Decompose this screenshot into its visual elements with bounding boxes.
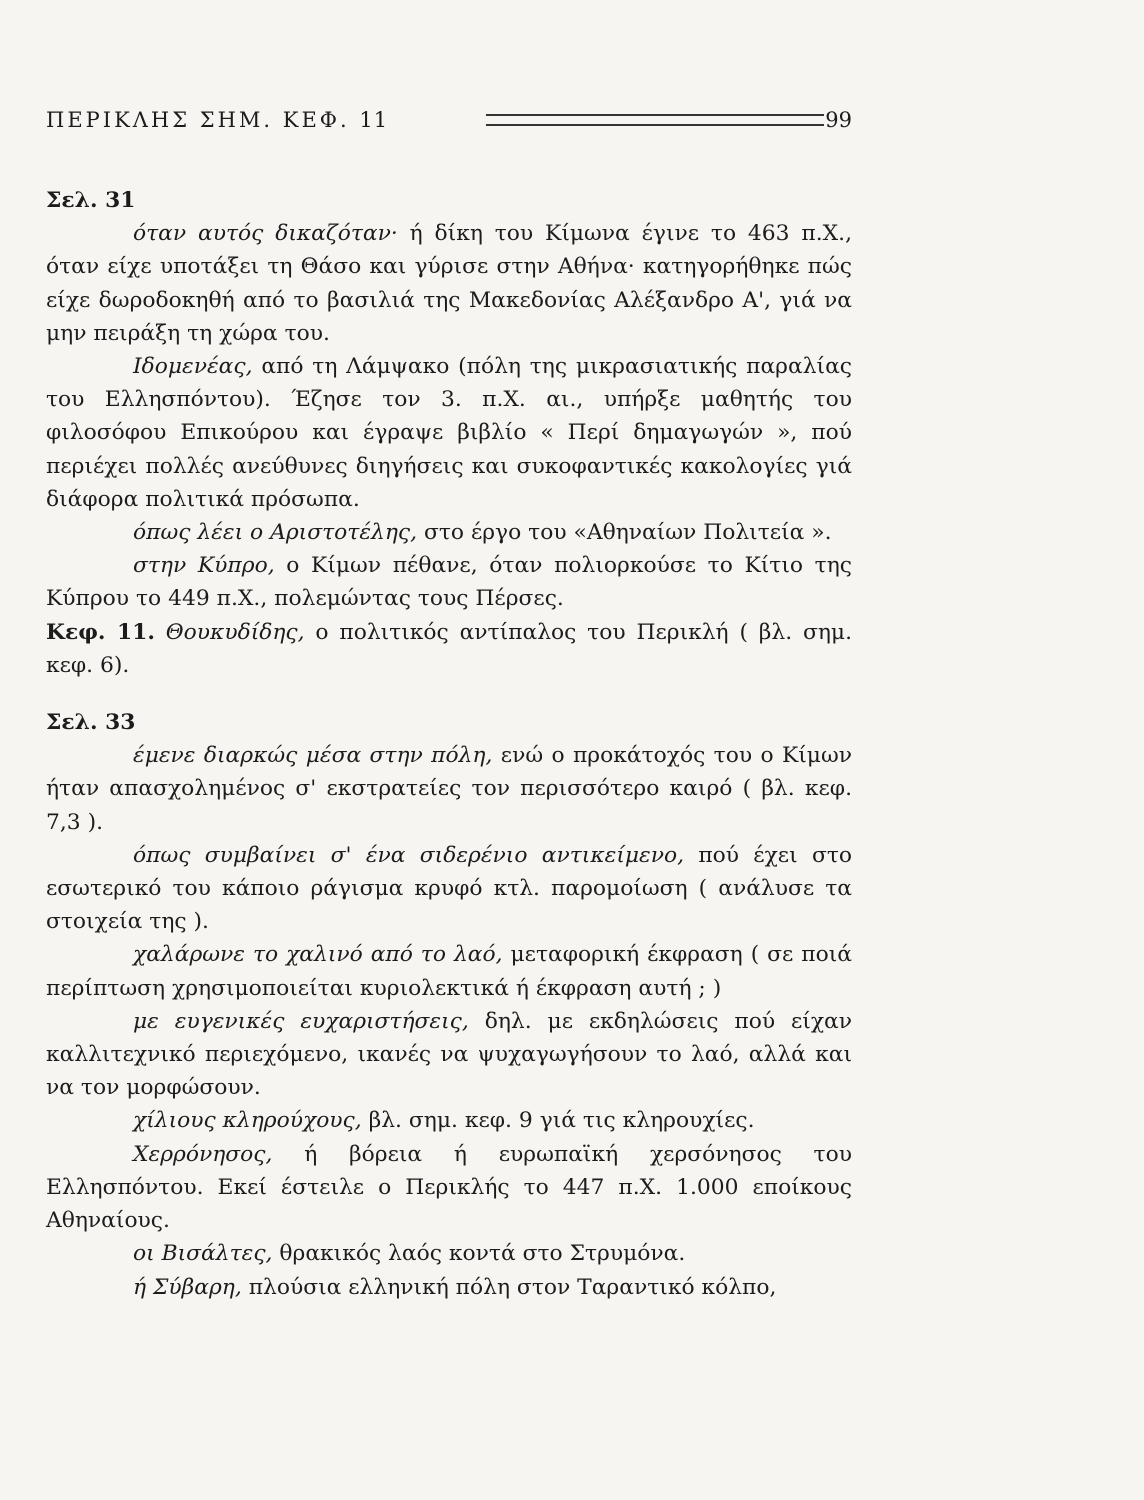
header-double-rule — [486, 114, 824, 126]
note-text: πού έχει στο εσωτερικό του κάποιο ράγισμα κρυφό κτλ. παρομοίωση ( ανάλυσε τα στοιχεία της ). — [46, 842, 852, 935]
note-paragraph — [46, 1271, 852, 1304]
note-paragraph — [46, 839, 852, 939]
notes-body — [46, 184, 852, 1304]
note-text: στο έργο του «Αθηναίων Πολιτεία ». — [417, 520, 832, 546]
note-term: ή Σύβαρη, — [133, 1274, 242, 1300]
note-term: χίλιους κληρούχους, — [133, 1108, 362, 1134]
note-paragraph — [46, 938, 852, 1004]
note-term: Θουκυδίδης, — [154, 619, 305, 645]
note-text: πλούσια ελληνική πόλη στον Ταραντικό κόλπο, — [241, 1274, 777, 1300]
note-term: στην Κύπρο, — [133, 553, 275, 579]
note-term: Χερρόνησος, — [133, 1141, 273, 1167]
note-text: ο Κίμων πέθανε, όταν πολιορκούσε το Κίτιο της Κύπρου το 449 π.Χ., πολεμώντας τους Πέρσες. — [46, 553, 852, 612]
note-text: ο πολιτικός αντίπαλος του Περικλή ( βλ. σημ. κεφ. 6). — [46, 619, 853, 678]
page-number: 99 — [825, 108, 852, 132]
note-term: με ευγενικές ευχαριστήσεις, — [133, 1008, 469, 1034]
chapter-number: 11 — [359, 108, 389, 132]
note-paragraph — [46, 217, 852, 350]
note-paragraph — [46, 1138, 852, 1238]
note-term: έμενε διαρκώς μέσα στην πόλη, — [133, 743, 493, 769]
note-term: χαλάρωνε το χαλινό από το λαό, — [133, 942, 503, 968]
note-term: όπως συμβαίνει σ' ένα σιδερένιο αντικείμενο, — [133, 842, 685, 868]
note-text: δηλ. με εκδηλώσεις πού είχαν καλλιτεχνικό περιεχόμενο, ικανές να ψυχαγωγήσουν το λαό, αλλά και να τον μορφώσουν. — [46, 1008, 852, 1101]
note-text: από τη Λάμψακο (πόλη της μικρασιατικής παραλίας του Ελλησπόντου). Έζησε τον 3. π.Χ. αι., υπήρξε μαθητής του φιλοσόφου Επικούρου και έγραψε βιβλίο « Περί δημαγωγών », πού περιέχει πολλές ανεύθυνες διηγήσεις και συκοφαντικές κακολογίες γιά διάφορα πολιτικά πρόσωπα. — [46, 354, 852, 512]
note-term: όταν αυτός δικαζόταν· — [133, 221, 398, 247]
note-paragraph — [46, 516, 852, 549]
note-paragraph — [46, 1104, 852, 1137]
chapter-note — [46, 616, 852, 682]
note-text: ή βόρεια ή ευρωπαϊκή χερσόνησος του Ελλησπόντου. Εκεί έστειλε ο Περικλής το 447 π.Χ. 1.000 εποίκους Αθηναίους. — [46, 1141, 852, 1234]
section-heading: Σελ. 33 — [46, 710, 136, 736]
note-text: μεταφορική έκφραση ( σε ποιά περίπτωση χρησιμοποιείται κυριολεκτικά ή έκφραση αυτή ; ) — [46, 942, 852, 1001]
note-paragraph — [46, 1005, 852, 1105]
note-text: βλ. σημ. κεφ. 9 γιά τις κληρουχίες. — [361, 1108, 755, 1134]
note-text: ενώ ο προκάτοχός του ο Κίμων ήταν απασχολημένος σ' εκστρατείες τον περισσότερο καιρό ( βλ. κεφ. 7,3 ). — [46, 743, 852, 835]
note-term: Ιδομενέας, — [133, 354, 253, 380]
note-term: όπως λέει ο Αριστοτέλης, — [133, 520, 418, 546]
note-text: θρακικός λαός κοντά στο Στρυμόνα. — [272, 1241, 686, 1267]
section-heading: Σελ. 31 — [46, 188, 136, 213]
note-term: οι Βισάλτες, — [133, 1241, 273, 1267]
note-paragraph — [46, 739, 852, 839]
running-title: ΠΕΡΙΚΛΗΣ ΣΗΜ. ΚΕΦ. 11 — [46, 108, 389, 132]
page — [46, 104, 852, 1304]
chapter-lead: Κεφ. 11. — [46, 619, 155, 645]
running-header — [46, 104, 852, 140]
note-paragraph — [46, 549, 852, 615]
note-paragraph — [46, 1237, 852, 1270]
note-paragraph — [46, 350, 852, 516]
note-text: ή δίκη του Κίμωνα έγινε το 463 π.Χ., όταν είχε υποτάξει τη Θάσο και γύρισε στην Αθήνα· κατηγορήθηκε πώς είχε δωροδοκηθή από το βασιλιά της Μακεδονίας Αλέξανδρο Α', γιά να μην πειράξη τη χώρα του. — [46, 221, 852, 346]
